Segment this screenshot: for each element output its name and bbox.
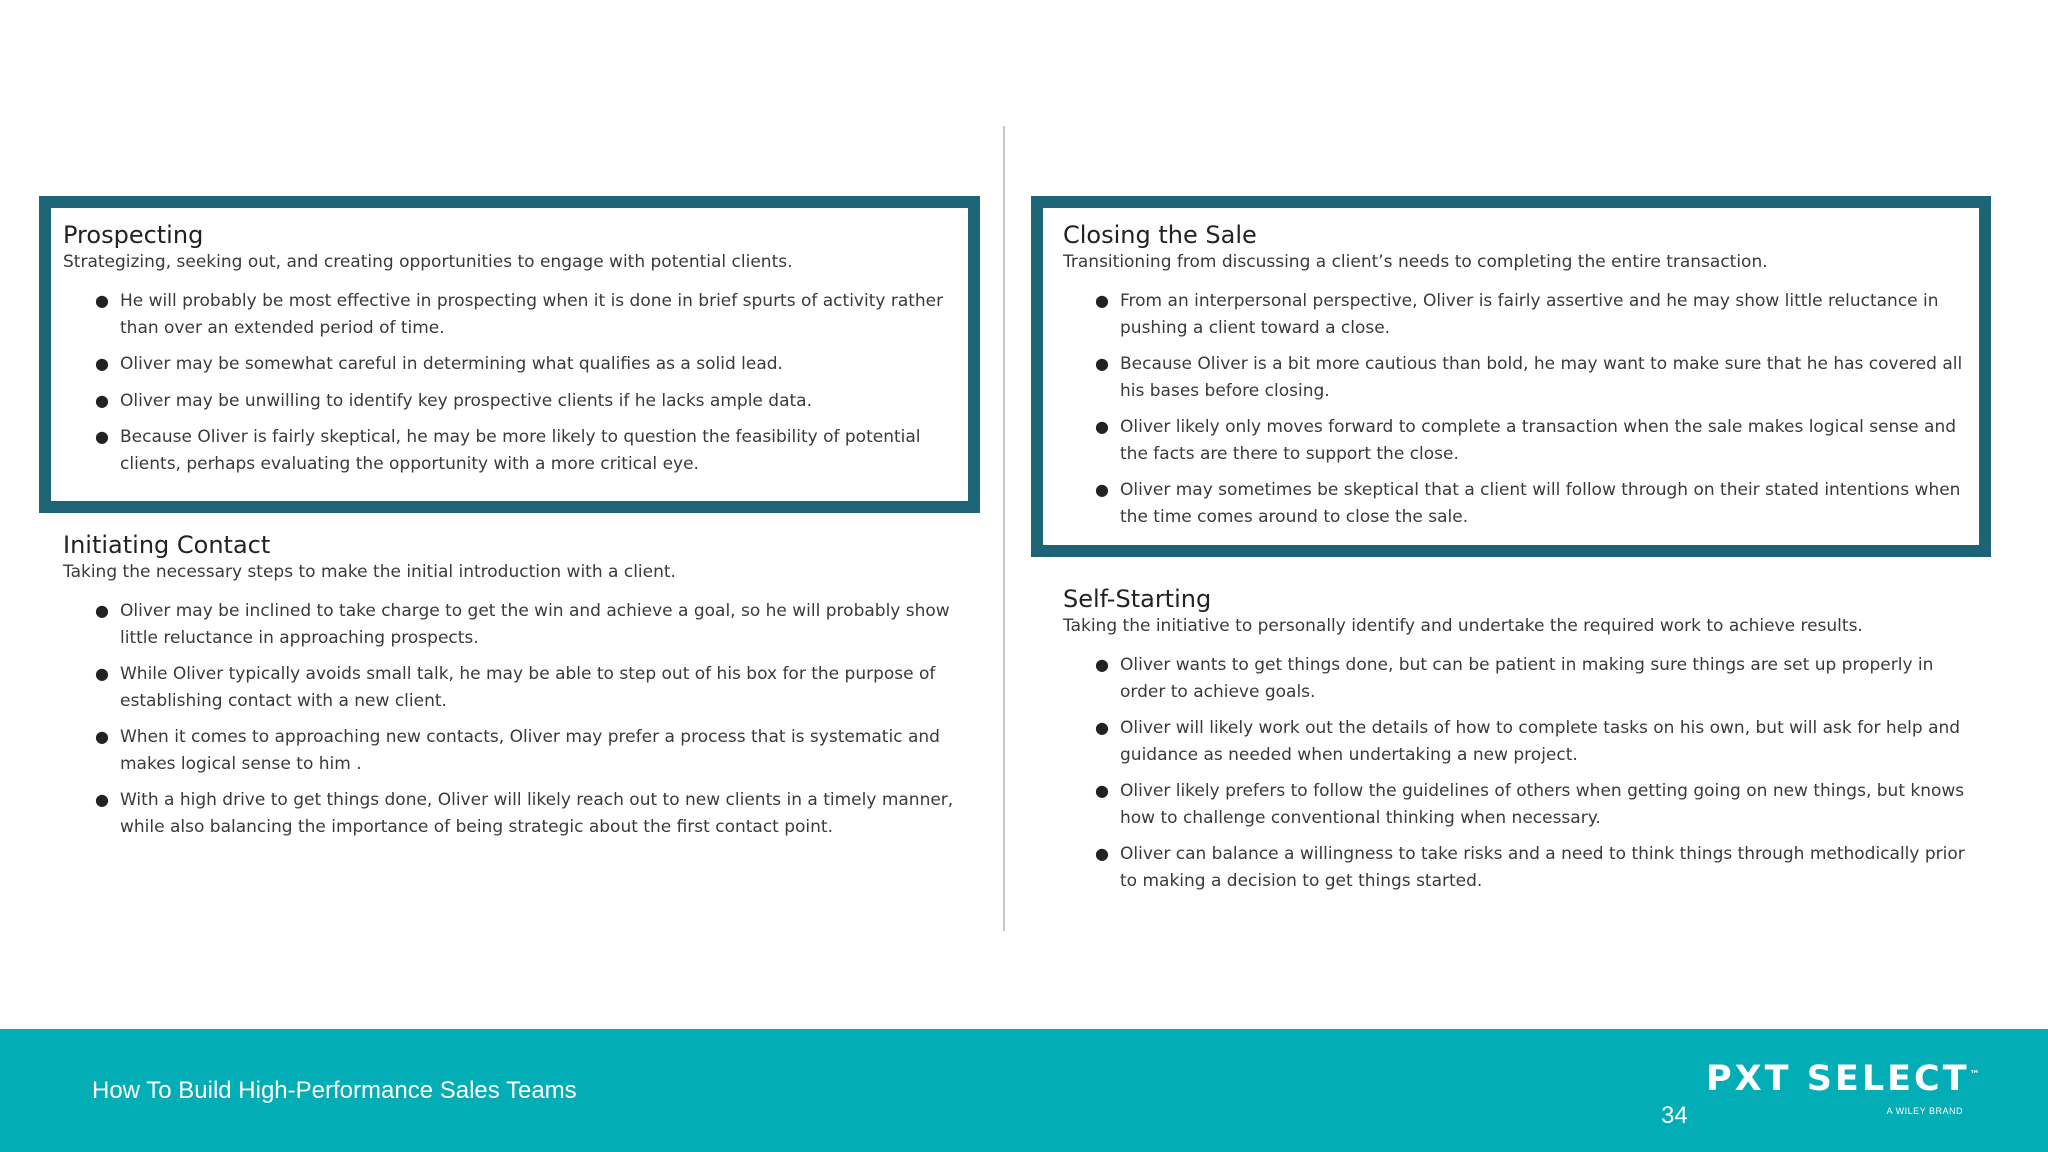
list-item: ● Oliver will likely work out the details of how to complete tasks on his own, but will ask for help and guidance as needed when undertaking a new project.	[1095, 715, 1978, 768]
section-subtitle: Transitioning from discussing a client’s needs to completing the entire transaction.	[1063, 252, 1768, 272]
bullet-icon: ●	[1095, 291, 1109, 310]
bullet-list	[63, 288, 956, 477]
bullet-list	[1063, 652, 1978, 894]
self-starting-section	[1063, 584, 1978, 904]
list-item: ● When it comes to approaching new contacts, Oliver may prefer a process that is systematic and makes logical sense to him .	[95, 724, 968, 777]
bullet-icon: ●	[95, 727, 109, 746]
bullet-icon: ●	[95, 664, 109, 683]
footer-title: How To Build High-Performance Sales Teams	[92, 1077, 577, 1104]
section-title: Self-Starting	[1063, 585, 1212, 613]
list-item: ● Oliver may be somewhat careful in determining what qualifies as a solid lead.	[95, 351, 956, 378]
section-title: Prospecting	[63, 221, 204, 249]
page-number: 34	[1661, 1102, 1688, 1129]
bullet-icon: ●	[95, 354, 109, 373]
prospecting-section	[39, 196, 980, 513]
list-item: ● Oliver may be inclined to take charge to get the win and achieve a goal, so he will probably show little reluctance in approaching prospects.	[95, 598, 968, 651]
footer-bar	[0, 1029, 2048, 1152]
bullet-list	[63, 598, 968, 840]
section-title: Closing the Sale	[1063, 221, 1257, 249]
bullet-icon: ●	[1095, 781, 1109, 800]
list-item: ● With a high drive to get things done, Oliver will likely reach out to new clients in a timely manner, while also balancing the importance of being strategic about the first contact point.	[95, 787, 968, 840]
bullet-icon: ●	[1095, 844, 1109, 863]
bullet-icon: ●	[95, 601, 109, 620]
bullet-list	[1063, 288, 1965, 530]
bullet-icon: ●	[1095, 417, 1109, 436]
closing-the-sale-section	[1031, 196, 1991, 557]
bullet-icon: ●	[95, 291, 109, 310]
bullet-icon: ●	[1095, 718, 1109, 737]
logo-wordmark: PXT SELECT™	[1706, 1059, 1980, 1099]
list-item: ● He will probably be most effective in prospecting when it is done in brief spurts of activity rather than over an extended period of time.	[95, 288, 956, 341]
list-item: ● While Oliver typically avoids small talk, he may be able to step out of his box for the purpose of establishing contact with a new client.	[95, 661, 968, 714]
list-item: ● Oliver likely only moves forward to complete a transaction when the sale makes logical sense and the facts are there to support the close.	[1095, 414, 1965, 467]
bullet-icon: ●	[1095, 354, 1109, 373]
pxt-select-logo	[1706, 1059, 1980, 1129]
bullet-icon: ●	[95, 790, 109, 809]
section-subtitle: Strategizing, seeking out, and creating opportunities to engage with potential clients.	[63, 252, 793, 272]
bullet-icon: ●	[95, 390, 109, 410]
initiating-contact-section	[63, 530, 968, 850]
list-item: ● Oliver likely prefers to follow the guidelines of others when getting going on new things, but knows how to challenge conventional thinking when necessary.	[1095, 778, 1978, 831]
logo-tagline: A WILEY BRAND	[1886, 1106, 1963, 1116]
list-item: ● Oliver can balance a willingness to take risks and a need to think things through methodically prior to making a decision to get things started.	[1095, 841, 1978, 894]
list-item: ● Oliver wants to get things done, but can be patient in making sure things are set up properly in order to achieve goals.	[1095, 652, 1978, 705]
list-item: ● Oliver may sometimes be skeptical that a client will follow through on their stated intentions when the time comes around to close the sale.	[1095, 477, 1965, 530]
section-subtitle: Taking the initiative to personally identify and undertake the required work to achieve results.	[1063, 616, 1863, 636]
bullet-icon: ●	[95, 427, 109, 446]
section-subtitle: Taking the necessary steps to make the initial introduction with a client.	[63, 562, 676, 582]
bullet-icon: ●	[1095, 655, 1109, 674]
list-item: ● Oliver may be unwilling to identify key prospective clients if he lacks ample data.	[95, 388, 956, 415]
list-item: ● Because Oliver is a bit more cautious than bold, he may want to make sure that he has covered all his bases before closing.	[1095, 351, 1965, 404]
list-item: ● From an interpersonal perspective, Oliver is fairly assertive and he may show little reluctance in pushing a client toward a close.	[1095, 288, 1965, 341]
column-divider	[1003, 126, 1005, 931]
section-title: Initiating Contact	[63, 531, 271, 559]
bullet-icon: ●	[1095, 480, 1109, 499]
list-item: ● Because Oliver is fairly skeptical, he may be more likely to question the feasibility of potential clients, perhaps evaluating the opportunity with a more critical eye.	[95, 424, 956, 477]
